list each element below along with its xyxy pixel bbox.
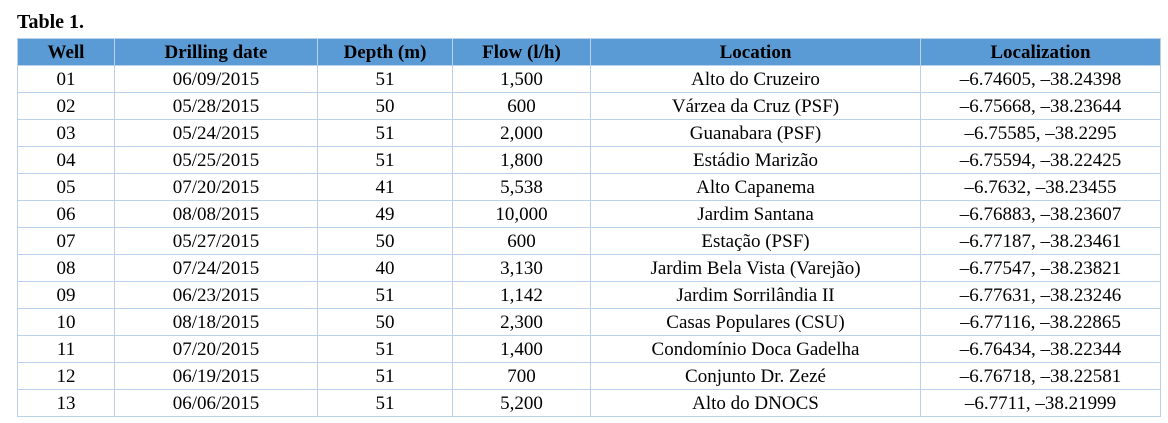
cell-drilling-date: 07/20/2015: [115, 336, 318, 363]
cell-location: Alto do DNOCS: [591, 390, 921, 417]
column-header-depth: Depth (m): [318, 39, 453, 66]
cell-drilling-date: 05/24/2015: [115, 120, 318, 147]
cell-localization: –6.77547, –38.23821: [921, 255, 1161, 282]
cell-well: 04: [18, 147, 115, 174]
table-row: [18, 282, 1161, 309]
table-header: [18, 39, 1161, 66]
cell-location: Estação (PSF): [591, 228, 921, 255]
cell-localization: –6.76434, –38.22344: [921, 336, 1161, 363]
cell-localization: –6.77631, –38.23246: [921, 282, 1161, 309]
cell-well: 03: [18, 120, 115, 147]
cell-depth: 49: [318, 201, 453, 228]
cell-flow: 5,200: [453, 390, 591, 417]
cell-location: Casas Populares (CSU): [591, 309, 921, 336]
cell-well: 10: [18, 309, 115, 336]
cell-flow: 600: [453, 228, 591, 255]
cell-localization: –6.77116, –38.22865: [921, 309, 1161, 336]
cell-drilling-date: 06/09/2015: [115, 66, 318, 93]
cell-localization: –6.74605, –38.24398: [921, 66, 1161, 93]
cell-drilling-date: 05/28/2015: [115, 93, 318, 120]
cell-drilling-date: 05/27/2015: [115, 228, 318, 255]
cell-depth: 51: [318, 120, 453, 147]
table-caption: Table 1.: [17, 11, 85, 33]
cell-location: Condomínio Doca Gadelha: [591, 336, 921, 363]
cell-well: 02: [18, 93, 115, 120]
table-row: [18, 201, 1161, 228]
cell-location: Alto do Cruzeiro: [591, 66, 921, 93]
cell-depth: 51: [318, 282, 453, 309]
cell-well: 12: [18, 363, 115, 390]
cell-flow: 1,142: [453, 282, 591, 309]
column-header-flow: Flow (l/h): [453, 39, 591, 66]
cell-depth: 51: [318, 390, 453, 417]
table-body: [18, 66, 1161, 417]
table-row: [18, 66, 1161, 93]
cell-location: Conjunto Dr. Zezé: [591, 363, 921, 390]
table-row: [18, 309, 1161, 336]
cell-localization: –6.75594, –38.22425: [921, 147, 1161, 174]
cell-well: 11: [18, 336, 115, 363]
cell-localization: –6.7632, –38.23455: [921, 174, 1161, 201]
cell-location: Estádio Marizão: [591, 147, 921, 174]
cell-localization: –6.75585, –38.2295: [921, 120, 1161, 147]
table-row: [18, 363, 1161, 390]
cell-well: 01: [18, 66, 115, 93]
cell-well: 08: [18, 255, 115, 282]
cell-localization: –6.76883, –38.23607: [921, 201, 1161, 228]
cell-well: 06: [18, 201, 115, 228]
cell-well: 13: [18, 390, 115, 417]
column-header-location: Location: [591, 39, 921, 66]
cell-depth: 51: [318, 336, 453, 363]
cell-depth: 50: [318, 309, 453, 336]
column-header-localization: Localization: [921, 39, 1161, 66]
cell-drilling-date: 06/06/2015: [115, 390, 318, 417]
cell-depth: 40: [318, 255, 453, 282]
cell-depth: 41: [318, 174, 453, 201]
cell-localization: –6.7711, –38.21999: [921, 390, 1161, 417]
cell-drilling-date: 07/20/2015: [115, 174, 318, 201]
cell-depth: 51: [318, 363, 453, 390]
wells-table: [17, 38, 1161, 417]
cell-drilling-date: 08/18/2015: [115, 309, 318, 336]
cell-depth: 51: [318, 147, 453, 174]
cell-flow: 1,400: [453, 336, 591, 363]
cell-depth: 51: [318, 66, 453, 93]
header-row: [18, 39, 1161, 66]
cell-location: Guanabara (PSF): [591, 120, 921, 147]
cell-flow: 1,800: [453, 147, 591, 174]
cell-well: 07: [18, 228, 115, 255]
cell-flow: 600: [453, 93, 591, 120]
table-row: [18, 93, 1161, 120]
cell-drilling-date: 05/25/2015: [115, 147, 318, 174]
cell-localization: –6.77187, –38.23461: [921, 228, 1161, 255]
table-row: [18, 120, 1161, 147]
cell-flow: 2,000: [453, 120, 591, 147]
cell-depth: 50: [318, 228, 453, 255]
column-header-well: Well: [18, 39, 115, 66]
cell-well: 09: [18, 282, 115, 309]
cell-flow: 1,500: [453, 66, 591, 93]
cell-localization: –6.76718, –38.22581: [921, 363, 1161, 390]
cell-depth: 50: [318, 93, 453, 120]
cell-flow: 5,538: [453, 174, 591, 201]
cell-location: Várzea da Cruz (PSF): [591, 93, 921, 120]
cell-drilling-date: 07/24/2015: [115, 255, 318, 282]
cell-flow: 3,130: [453, 255, 591, 282]
cell-location: Jardim Santana: [591, 201, 921, 228]
table-row: [18, 255, 1161, 282]
cell-flow: 10,000: [453, 201, 591, 228]
table-row: [18, 390, 1161, 417]
cell-drilling-date: 08/08/2015: [115, 201, 318, 228]
table-row: [18, 228, 1161, 255]
cell-location: Alto Capanema: [591, 174, 921, 201]
table-row: [18, 147, 1161, 174]
cell-flow: 2,300: [453, 309, 591, 336]
cell-localization: –6.75668, –38.23644: [921, 93, 1161, 120]
cell-well: 05: [18, 174, 115, 201]
table-row: [18, 336, 1161, 363]
cell-drilling-date: 06/19/2015: [115, 363, 318, 390]
cell-location: Jardim Bela Vista (Varejão): [591, 255, 921, 282]
cell-location: Jardim Sorrilândia II: [591, 282, 921, 309]
cell-flow: 700: [453, 363, 591, 390]
column-header-drilling-date: Drilling date: [115, 39, 318, 66]
cell-drilling-date: 06/23/2015: [115, 282, 318, 309]
table-row: [18, 174, 1161, 201]
